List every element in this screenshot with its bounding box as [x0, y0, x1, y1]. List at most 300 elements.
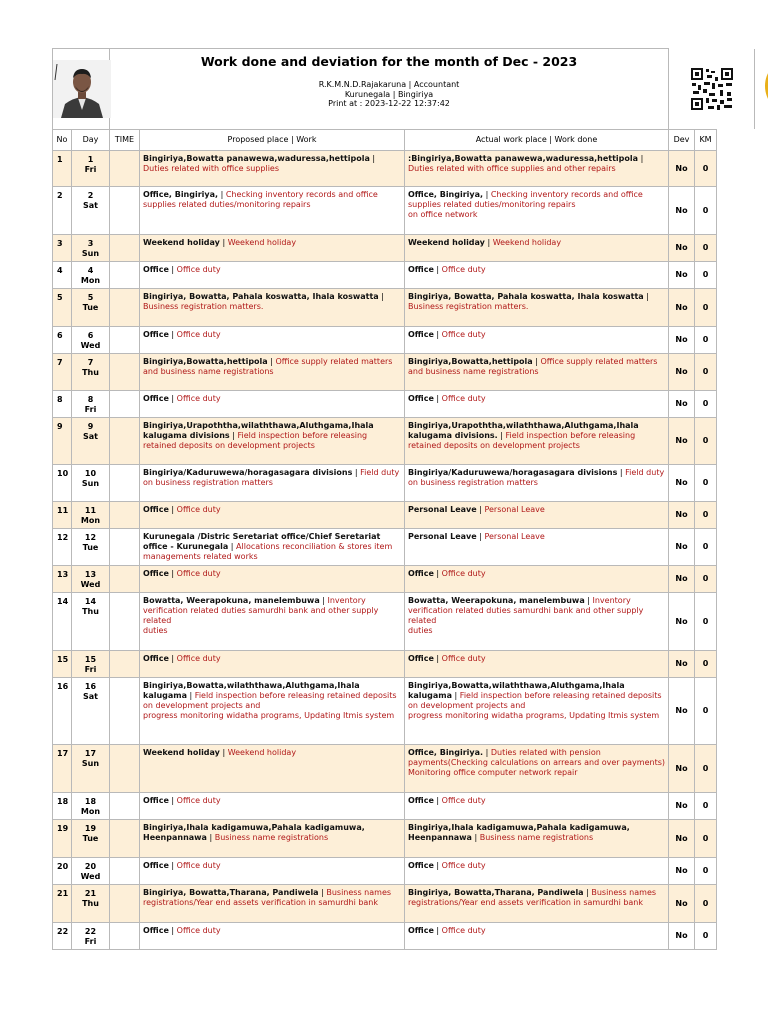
- day-weekday: Thu: [82, 607, 99, 616]
- actual-work: Business registration matters.: [408, 302, 529, 311]
- day-weekday: Wed: [80, 580, 101, 589]
- row-km: 0: [695, 858, 717, 885]
- row-time: [110, 745, 140, 793]
- row-time: [110, 391, 140, 418]
- actual-work: Office duty: [441, 330, 486, 339]
- proposed-cell: Weekend holiday | Weekend holiday: [140, 235, 405, 262]
- actual-work: Duties related with office supplies and other repairs: [408, 164, 616, 173]
- day-date: 6: [87, 331, 94, 340]
- row-day: [72, 391, 110, 418]
- actual-cell: Personal Leave | Personal Leave: [405, 502, 669, 529]
- row-dev: No: [669, 651, 695, 678]
- actual-work: Business name registrations: [479, 833, 594, 842]
- proposed-cell: Bingiriya/Kaduruwewa/horagasagara divisions | Field duty on business registration matters: [140, 465, 405, 502]
- proposed-cell: Weekend holiday | Weekend holiday: [140, 745, 405, 793]
- proposed-place: Office: [143, 654, 169, 663]
- proposed-work: Office duty: [176, 505, 221, 514]
- proposed-place: Bingiriya/Kaduruwewa/horagasagara divisions: [143, 468, 353, 477]
- table-row: [53, 418, 717, 465]
- row-km: 0: [695, 151, 717, 187]
- row-dev: No: [669, 923, 695, 950]
- actual-cell: Weekend holiday | Weekend holiday: [405, 235, 669, 262]
- row-number: 21: [53, 885, 72, 923]
- row-dev: No: [669, 465, 695, 502]
- table-row: [53, 745, 717, 793]
- row-km: 0: [695, 327, 717, 354]
- proposed-cell: Office | Office duty: [140, 566, 405, 593]
- proposed-cell: Office | Office duty: [140, 502, 405, 529]
- row-number: 13: [53, 566, 72, 593]
- row-km: 0: [695, 235, 717, 262]
- actual-cell: Bowatta, Weerapokuna, manelembuwa | Inventory verification related duties samurdhi bank and other supply related duties: [405, 593, 669, 651]
- proposed-work: Office duty: [176, 654, 221, 663]
- proposed-work: Checking inventory records and office supplies related duties/monitoring repairs: [143, 190, 378, 209]
- row-time: [110, 820, 140, 858]
- table-row: [53, 235, 717, 262]
- proposed-work: Office duty: [176, 861, 221, 870]
- row-time: [110, 651, 140, 678]
- actual-place: Bingiriya,Ihala kadigamuwa,Pahala kadigamuwa, Heenpannawa: [408, 823, 630, 842]
- table-row: [53, 885, 717, 923]
- actual-work: Office duty: [441, 265, 486, 274]
- actual-place: Bingiriya,Bowatta,wilaththawa,Aluthgama,Ihala kalugama: [408, 681, 625, 700]
- day-date: 7: [87, 358, 94, 367]
- row-time: [110, 593, 140, 651]
- row-time: [110, 566, 140, 593]
- table-row: [53, 354, 717, 391]
- row-number: 3: [53, 235, 72, 262]
- actual-cell: Bingiriya,Bowatta,hettipola | Office supply related matters and business name registrations: [405, 354, 669, 391]
- actual-work: Duties related with pension payments(Checking calculations on arrears and over payments) Monitoring office computer network repair: [408, 748, 665, 777]
- row-day: [72, 566, 110, 593]
- actual-cell: Office | Office duty: [405, 262, 669, 289]
- actual-place: Office: [408, 265, 434, 274]
- table-row: [53, 262, 717, 289]
- row-dev: No: [669, 289, 695, 327]
- row-dev: No: [669, 593, 695, 651]
- proposed-cell: Bingiriya, Bowatta,Tharana, Pandiwela | Business names registrations/Year end assets verification in samurdhi bank: [140, 885, 405, 923]
- actual-work: Personal Leave: [484, 505, 545, 514]
- actual-work: Office duty: [441, 861, 486, 870]
- actual-place: Weekend holiday: [408, 238, 485, 247]
- row-day: [72, 289, 110, 327]
- proposed-place: Bingiriya, Bowatta, Pahala koswatta, Ihala koswatta: [143, 292, 379, 301]
- row-number: 4: [53, 262, 72, 289]
- proposed-cell: Bingiriya,Ihala kadigamuwa,Pahala kadigamuwa, Heenpannawa | Business name registrations: [140, 820, 405, 858]
- proposed-work: Allocations reconciliation & stores item managements related works: [143, 542, 393, 561]
- actual-place: Bingiriya,Bowatta,hettipola: [408, 357, 533, 366]
- proposed-work: Office duty: [176, 796, 221, 805]
- row-km: 0: [695, 418, 717, 465]
- day-date: 13: [84, 570, 97, 579]
- day-date: 17: [84, 749, 97, 758]
- actual-cell: Bingiriya, Bowatta, Pahala koswatta, Ihala koswatta | Business registration matters.: [405, 289, 669, 327]
- col-km: KM: [695, 130, 717, 151]
- table-row: [53, 793, 717, 820]
- qr-code-icon: [690, 67, 734, 111]
- actual-place: Bingiriya/Kaduruwewa/horagasagara divisions: [408, 468, 618, 477]
- proposed-place: Bingiriya,Urapoththa,wilaththawa,Aluthgama,Ihala kalugama divisions: [143, 421, 374, 440]
- row-day: [72, 529, 110, 566]
- proposed-cell: Office | Office duty: [140, 327, 405, 354]
- row-number: 12: [53, 529, 72, 566]
- photo-cell: [53, 49, 110, 130]
- day-date: 3: [87, 239, 94, 248]
- table-row: [53, 858, 717, 885]
- day-weekday: Sun: [81, 479, 100, 488]
- actual-place: Office: [408, 569, 434, 578]
- proposed-place: Bingiriya,Bowatta,hettipola: [143, 357, 268, 366]
- proposed-work: Office duty: [176, 330, 221, 339]
- proposed-place: Bingiriya,Ihala kadigamuwa,Pahala kadigamuwa, Heenpannawa: [143, 823, 365, 842]
- row-time: [110, 418, 140, 465]
- row-day: [72, 793, 110, 820]
- row-number: 1: [53, 151, 72, 187]
- proposed-place: Office: [143, 330, 169, 339]
- day-weekday: Sat: [83, 692, 98, 701]
- table-row: [53, 923, 717, 950]
- row-km: 0: [695, 289, 717, 327]
- row-number: 17: [53, 745, 72, 793]
- actual-cell: Personal Leave | Personal Leave: [405, 529, 669, 566]
- proposed-work: Field duty on business registration matters: [143, 468, 400, 487]
- location-line: Kurunegala | Bingiriya: [344, 89, 434, 99]
- row-km: 0: [695, 820, 717, 858]
- actual-place: Office: [408, 861, 434, 870]
- actual-work: Office duty: [441, 394, 486, 403]
- proposed-place: Bingiriya, Bowatta,Tharana, Pandiwela: [143, 888, 319, 897]
- actual-cell: Office | Office duty: [405, 651, 669, 678]
- actual-work: Office duty: [441, 796, 486, 805]
- actual-place: Office: [408, 654, 434, 663]
- row-time: [110, 354, 140, 391]
- row-km: 0: [695, 678, 717, 745]
- actual-cell: Bingiriya, Bowatta,Tharana, Pandiwela | Business names registrations/Year end assets verification in samurdhi bank: [405, 885, 669, 923]
- row-number: 5: [53, 289, 72, 327]
- actual-place: Office: [408, 926, 434, 935]
- proposed-work: Office duty: [176, 569, 221, 578]
- proposed-cell: Bingiriya,Urapoththa,wilaththawa,Aluthgama,Ihala kalugama divisions | Field inspection before releasing retained deposits on development projects: [140, 418, 405, 465]
- day-date: 14: [84, 597, 97, 606]
- day-weekday: Thu: [82, 368, 99, 377]
- row-time: [110, 465, 140, 502]
- row-day: [72, 678, 110, 745]
- proposed-cell: Bingiriya,Bowatta,wilaththawa,Aluthgama,Ihala kalugama | Field inspection before releasing retained deposits on development projects and progress monitoring widatha programs, Updating Itmis system: [140, 678, 405, 745]
- row-number: 8: [53, 391, 72, 418]
- report-sheet: [52, 48, 716, 950]
- day-date: 21: [84, 889, 97, 898]
- row-number: 22: [53, 923, 72, 950]
- emblem-cell: [755, 49, 768, 129]
- row-number: 14: [53, 593, 72, 651]
- proposed-cell: Office | Office duty: [140, 651, 405, 678]
- day-date: 12: [84, 533, 97, 542]
- row-number: 16: [53, 678, 72, 745]
- qr-cell: [669, 49, 755, 129]
- col-proposed: Proposed place | Work: [140, 130, 405, 151]
- row-day: [72, 235, 110, 262]
- actual-place: Bowatta, Weerapokuna, manelembuwa: [408, 596, 585, 605]
- row-km: 0: [695, 502, 717, 529]
- day-weekday: Tue: [82, 543, 99, 552]
- day-date: 9: [87, 422, 94, 431]
- row-dev: No: [669, 235, 695, 262]
- row-km: 0: [695, 593, 717, 651]
- row-time: [110, 885, 140, 923]
- row-time: [110, 187, 140, 235]
- day-weekday: Fri: [84, 937, 97, 946]
- actual-place: Office, Bingiriya.: [408, 748, 484, 757]
- proposed-work: Field inspection before releasing retained deposits on development projects and progress monitoring widatha programs, Updating Itmis system: [143, 691, 397, 720]
- proposed-place: Office: [143, 505, 169, 514]
- row-number: 15: [53, 651, 72, 678]
- actual-cell: Office | Office duty: [405, 793, 669, 820]
- actual-place: Bingiriya, Bowatta,Tharana, Pandiwela: [408, 888, 584, 897]
- proposed-place: Weekend holiday: [143, 748, 220, 757]
- actual-place: Personal Leave: [408, 532, 477, 541]
- day-weekday: Sun: [81, 249, 100, 258]
- table-row: [53, 151, 717, 187]
- table-row: [53, 593, 717, 651]
- day-date: 10: [84, 469, 97, 478]
- table-row: [53, 391, 717, 418]
- actual-cell: Bingiriya,Ihala kadigamuwa,Pahala kadigamuwa, Heenpannawa | Business name registrations: [405, 820, 669, 858]
- table-row: [53, 187, 717, 235]
- proposed-cell: Office | Office duty: [140, 793, 405, 820]
- day-weekday: Tue: [82, 834, 99, 843]
- day-weekday: Tue: [82, 303, 99, 312]
- row-day: [72, 327, 110, 354]
- actual-work: Office duty: [441, 654, 486, 663]
- row-time: [110, 529, 140, 566]
- proposed-cell: Office, Bingiriya, | Checking inventory records and office supplies related duties/monitoring repairs: [140, 187, 405, 235]
- actual-cell: Office | Office duty: [405, 923, 669, 950]
- proposed-cell: Bingiriya, Bowatta, Pahala koswatta, Ihala koswatta | Business registration matters.: [140, 289, 405, 327]
- actual-place: Office: [408, 394, 434, 403]
- row-dev: No: [669, 885, 695, 923]
- row-dev: No: [669, 678, 695, 745]
- actual-cell: :Bingiriya,Bowatta panawewa,waduressa,hettipola | Duties related with office supplies and other repairs: [405, 151, 669, 187]
- actual-cell: Bingiriya/Kaduruwewa/horagasagara divisions | Field duty on business registration matters: [405, 465, 669, 502]
- col-dev: Dev: [669, 130, 695, 151]
- proposed-cell: Kurunegala /Distric Seretariat office/Chief Seretariat office - Kurunegala | Allocations reconciliation & stores item managements related works: [140, 529, 405, 566]
- actual-place: Bingiriya,Urapoththa,wilaththawa,Aluthgama,Ihala kalugama divisions.: [408, 421, 639, 440]
- col-day: Day: [72, 130, 110, 151]
- actual-work: Inventory verification related duties samurdhi bank and other supply related duties: [408, 596, 644, 635]
- row-dev: No: [669, 418, 695, 465]
- row-day: [72, 593, 110, 651]
- row-km: 0: [695, 187, 717, 235]
- proposed-place: Weekend holiday: [143, 238, 220, 247]
- row-time: [110, 793, 140, 820]
- proposed-cell: Bowatta, Weerapokuna, manelembuwa | Inventory verification related duties samurdhi bank and other supply related duties: [140, 593, 405, 651]
- actual-work: Weekend holiday: [492, 238, 562, 247]
- table-row: [53, 820, 717, 858]
- day-date: 15: [84, 655, 97, 664]
- table-row: [53, 327, 717, 354]
- actual-place: :Bingiriya,Bowatta panawewa,waduressa,hettipola: [408, 154, 639, 163]
- proposed-cell: Bingiriya,Bowatta,hettipola | Office supply related matters and business name registrations: [140, 354, 405, 391]
- actual-cell: Office | Office duty: [405, 566, 669, 593]
- day-weekday: Mon: [80, 516, 101, 525]
- proposed-place: Kurunegala /Distric Seretariat office/Chief Seretariat office - Kurunegala: [143, 532, 381, 551]
- row-number: 9: [53, 418, 72, 465]
- row-time: [110, 262, 140, 289]
- actual-work: Field inspection before releasing retained deposits on development projects and progress monitoring widatha programs, Updating Itmis system: [408, 691, 662, 720]
- proposed-place: Bingiriya,Bowatta,wilaththawa,Aluthgama,Ihala kalugama: [143, 681, 360, 700]
- row-km: 0: [695, 465, 717, 502]
- actual-work: Field duty on business registration matters: [408, 468, 665, 487]
- proposed-cell: Bingiriya,Bowatta panawewa,waduressa,hettipola | Duties related with office supplies: [140, 151, 405, 187]
- proposed-work: Duties related with office supplies: [143, 164, 279, 173]
- row-dev: No: [669, 327, 695, 354]
- proposed-work: Business registration matters.: [143, 302, 264, 311]
- day-weekday: Wed: [80, 341, 101, 350]
- row-day: [72, 465, 110, 502]
- day-weekday: Mon: [80, 807, 101, 816]
- row-dev: No: [669, 151, 695, 187]
- work-report-table: [52, 48, 717, 950]
- day-date: 18: [84, 797, 97, 806]
- proposed-place: Bingiriya,Bowatta panawewa,waduressa,hettipola: [143, 154, 370, 163]
- row-km: 0: [695, 745, 717, 793]
- row-dev: No: [669, 793, 695, 820]
- table-row: [53, 529, 717, 566]
- row-km: 0: [695, 885, 717, 923]
- row-day: [72, 502, 110, 529]
- actual-work: Checking inventory records and office supplies related duties/monitoring repairs on office network: [408, 190, 643, 219]
- table-body: [53, 151, 717, 950]
- actual-work: Office supply related matters and business name registrations: [408, 357, 658, 376]
- row-dev: No: [669, 529, 695, 566]
- proposed-place: Office: [143, 861, 169, 870]
- row-km: 0: [695, 923, 717, 950]
- proposed-work: Weekend holiday: [227, 748, 297, 757]
- proposed-place: Office: [143, 569, 169, 578]
- proposed-cell: Office | Office duty: [140, 262, 405, 289]
- proposed-cell: Office | Office duty: [140, 858, 405, 885]
- actual-cell: Office | Office duty: [405, 391, 669, 418]
- row-km: 0: [695, 354, 717, 391]
- actual-work: Field inspection before releasing retained deposits on development projects: [408, 431, 636, 450]
- proposed-work: Office duty: [176, 265, 221, 274]
- row-day: [72, 354, 110, 391]
- row-time: [110, 235, 140, 262]
- table-row: [53, 289, 717, 327]
- proposed-place: Bowatta, Weerapokuna, manelembuwa: [143, 596, 320, 605]
- row-number: 20: [53, 858, 72, 885]
- actual-place: Office, Bingiriya,: [408, 190, 484, 199]
- actual-work: Office duty: [441, 569, 486, 578]
- proposed-work: Office duty: [176, 394, 221, 403]
- row-day: [72, 262, 110, 289]
- row-dev: No: [669, 262, 695, 289]
- day-date: 8: [87, 395, 94, 404]
- actual-place: Bingiriya, Bowatta, Pahala koswatta, Ihala koswatta: [408, 292, 644, 301]
- row-km: 0: [695, 529, 717, 566]
- day-weekday: Mon: [80, 276, 101, 285]
- officer-line: R.K.M.N.D.Rajakaruna | Accountant: [318, 80, 460, 89]
- row-time: [110, 502, 140, 529]
- actual-cell: Office | Office duty: [405, 858, 669, 885]
- actual-place: Office: [408, 330, 434, 339]
- column-header-row: [53, 130, 717, 151]
- day-date: 2: [87, 191, 94, 200]
- proposed-place: Office, Bingiriya,: [143, 190, 219, 199]
- actual-cell: Bingiriya,Bowatta,wilaththawa,Aluthgama,Ihala kalugama | Field inspection before releasing retained deposits on development projects and progress monitoring widatha programs, Updating Itmis system: [405, 678, 669, 745]
- actual-cell: Office, Bingiriya. | Duties related with pension payments(Checking calculations on arrears and over payments) Monitoring office computer network repair: [405, 745, 669, 793]
- actual-place: Office: [408, 796, 434, 805]
- day-date: 11: [84, 506, 97, 515]
- row-dev: No: [669, 820, 695, 858]
- row-day: [72, 820, 110, 858]
- proposed-place: Office: [143, 394, 169, 403]
- row-number: 19: [53, 820, 72, 858]
- row-number: 11: [53, 502, 72, 529]
- row-time: [110, 289, 140, 327]
- table-row: [53, 678, 717, 745]
- row-time: [110, 327, 140, 354]
- officer-photo: [53, 60, 111, 118]
- proposed-work: Business names registrations/Year end assets verification in samurdhi bank: [143, 888, 392, 907]
- day-weekday: Fri: [84, 665, 97, 674]
- row-km: 0: [695, 651, 717, 678]
- day-weekday: Sun: [81, 759, 100, 768]
- report-title: Work done and deviation for the month of Dec - 2023: [200, 54, 578, 69]
- row-day: [72, 923, 110, 950]
- print-time: Print at : 2023-12-22 12:37:42: [328, 99, 450, 108]
- day-date: 16: [84, 682, 97, 691]
- row-number: 7: [53, 354, 72, 391]
- title-cell: [110, 49, 669, 130]
- row-dev: No: [669, 745, 695, 793]
- proposed-cell: Office | Office duty: [140, 923, 405, 950]
- emblem-icon: [763, 56, 768, 122]
- day-weekday: Fri: [84, 405, 97, 414]
- proposed-work: Inventory verification related duties samurdhi bank and other supply related duties: [143, 596, 379, 635]
- row-day: [72, 651, 110, 678]
- proposed-place: Office: [143, 926, 169, 935]
- day-date: 1: [87, 155, 94, 164]
- row-day: [72, 151, 110, 187]
- row-time: [110, 858, 140, 885]
- row-day: [72, 858, 110, 885]
- col-actual: Actual work place | Work done: [405, 130, 669, 151]
- row-time: [110, 151, 140, 187]
- row-time: [110, 678, 140, 745]
- row-day: [72, 418, 110, 465]
- table-row: [53, 566, 717, 593]
- actual-cell: Office | Office duty: [405, 327, 669, 354]
- row-number: 6: [53, 327, 72, 354]
- row-km: 0: [695, 566, 717, 593]
- row-dev: No: [669, 354, 695, 391]
- actual-work: Business names registrations/Year end assets verification in samurdhi bank: [408, 888, 657, 907]
- row-dev: No: [669, 391, 695, 418]
- table-row: [53, 465, 717, 502]
- row-dev: No: [669, 566, 695, 593]
- proposed-cell: Office | Office duty: [140, 391, 405, 418]
- day-date: 20: [84, 862, 97, 871]
- actual-cell: Office, Bingiriya, | Checking inventory records and office supplies related duties/monitoring repairs on office network: [405, 187, 669, 235]
- day-date: 5: [87, 293, 94, 302]
- day-date: 22: [84, 927, 97, 936]
- table-row: [53, 502, 717, 529]
- day-weekday: Thu: [82, 899, 99, 908]
- proposed-work: Office supply related matters and business name registrations: [143, 357, 393, 376]
- report-header: [53, 49, 717, 130]
- actual-place: Personal Leave: [408, 505, 477, 514]
